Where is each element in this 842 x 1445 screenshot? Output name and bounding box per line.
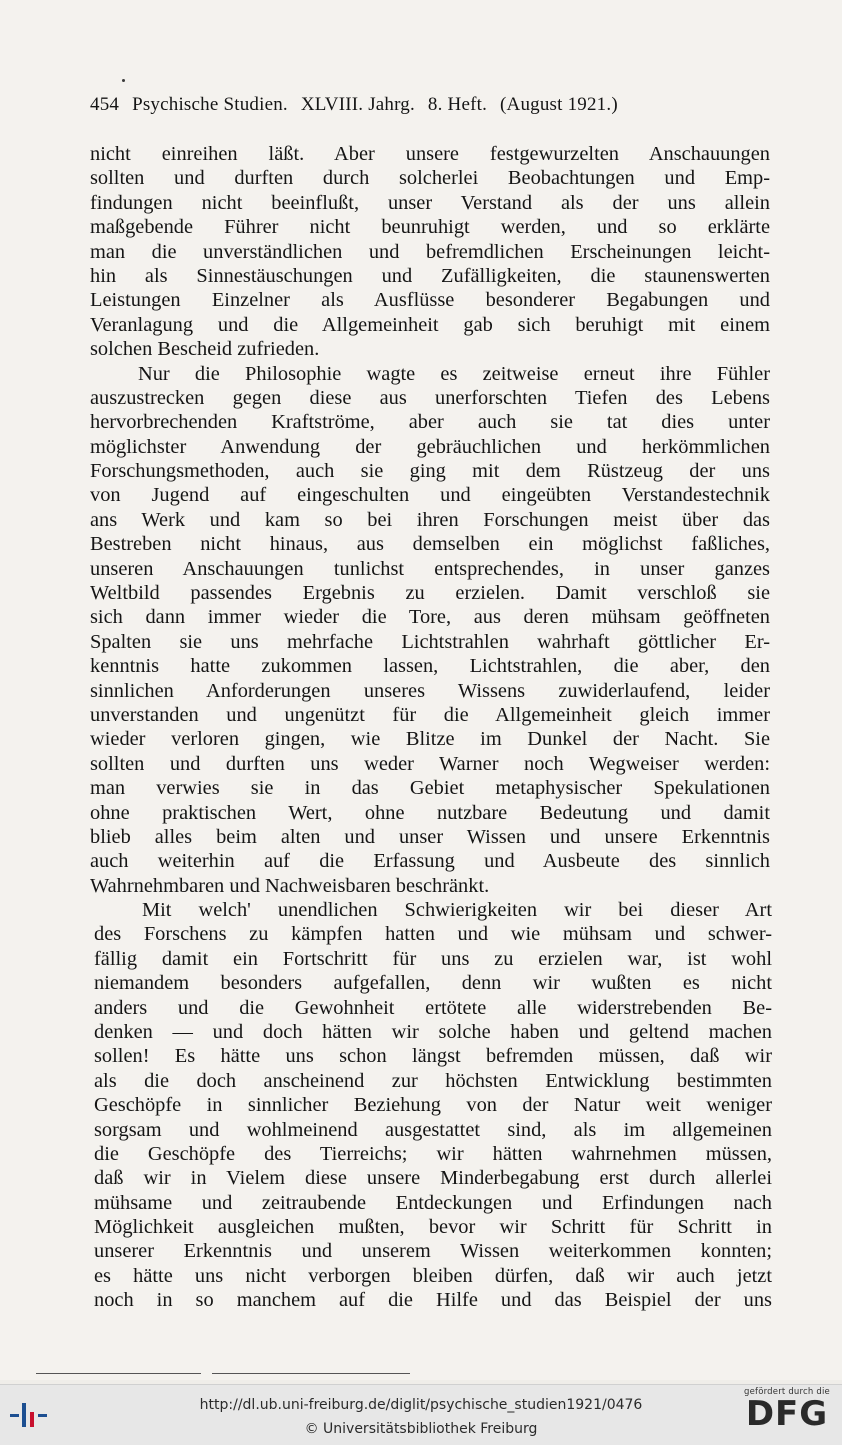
text-line: möglichster Anwendung der gebräuchlichen und herkömmlichen (90, 435, 770, 458)
source-url-link[interactable]: http://dl.ub.uni-freiburg.de/diglit/psychische_studien1921/0476 (199, 1397, 643, 1413)
text-line: von Jugend auf eingeschulten und eingeübten Verstandestechnik (90, 484, 770, 507)
text-line: hin als Sinnestäuschungen und Zufälligkeiten, die staunenswerten (90, 264, 770, 287)
text-line: niemandem besonders aufgefallen, denn wir wußten es nicht (94, 972, 772, 995)
text-line: die Geschöpfe des Tierreichs; wir hätten wahrnehmen müssen, (94, 1142, 772, 1165)
text-line: Geschöpfe in sinnlicher Beziehung von der Natur weit weniger (94, 1094, 772, 1117)
text-line: mühsame und zeitraubende Entdeckungen und Erfindungen nach (94, 1191, 772, 1214)
text-line: Veranlagung und die Allgemeinheit gab sich beruhigt mit einem (90, 313, 770, 336)
text-line: man die unverständlichen und befremdlichen Erscheinungen leicht- (90, 240, 770, 263)
journal-title: Psychische Studien. (132, 94, 288, 115)
text-line: Nur die Philosophie wagte es zeitweise erneut ihre Fühler (138, 362, 770, 385)
text-line: unserer Erkenntnis und unserem Wissen weiterkommen konnten; (94, 1240, 772, 1263)
divider (36, 1373, 201, 1374)
issue-date: (August 1921.) (500, 94, 618, 115)
text-line: maßgebende Führer nicht beunruhigt werden, und so erklärte (90, 216, 770, 239)
text-line: hervorbrechenden Kraftströme, aber auch sie tat dies unter (90, 411, 770, 434)
text-line: Möglichkeit ausgleichen mußten, bevor wir Schritt für Schritt in (94, 1216, 772, 1239)
running-head (90, 94, 720, 116)
dfg-logo (742, 1387, 832, 1441)
text-line: findungen nicht beeinflußt, unser Verstand als der uns allein (90, 191, 770, 214)
text-line: wieder verloren gingen, wie Blitze im Dunkel der Nacht. Sie (90, 728, 770, 751)
text-line: man verwies sie in das Gebiet metaphysischer Spekulationen (90, 777, 770, 800)
text-line: des Forschens zu kämpfen hatten und wie mühsam und schwer- (94, 923, 772, 946)
dfg-tagline: gefördert durch die (744, 1387, 830, 1397)
text-line: sinnlichen Anforderungen unseres Wissens zuwiderlaufend, leider (90, 679, 770, 702)
text-line: Bestreben nicht hinaus, aus demselben ein möglichst faßliches, (90, 533, 770, 556)
text-line: Forschungsmethoden, auch sie ging mit dem Rüstzeug der uns (90, 460, 770, 483)
page-number: 454 (90, 94, 120, 115)
body-text-upper (90, 142, 770, 898)
body-text-lower (94, 898, 772, 1313)
copyright-text: © Universitätsbibliothek Freiburg (304, 1421, 538, 1437)
divider (212, 1373, 410, 1374)
text-line: kenntnis hatte zukommen lassen, Lichtstrahlen, die aber, den (90, 655, 770, 678)
text-line: sollten und durften durch solcherlei Beobachtungen und Emp- (90, 167, 770, 190)
text-line: unverstanden und ungenützt für die Allgemeinheit gleich immer (90, 703, 770, 726)
text-line: Spalten sie uns mehrfache Lichtstrahlen wahrhaft göttlicher Er- (90, 630, 770, 653)
text-line: nicht einreihen läßt. Aber unsere festgewurzelten Anschauungen (90, 143, 770, 165)
dfg-wordmark: DFG (745, 1394, 829, 1434)
text-line: sollten und durften uns weder Warner noch Wegweiser werden: (90, 752, 770, 775)
text-line: Mit welch' unendlichen Schwierigkeiten wir bei dieser Art (142, 899, 772, 921)
text-line: fällig damit ein Fortschritt für uns zu erzielen war, ist wohl (94, 947, 772, 970)
text-line: ohne praktischen Wert, ohne nutzbare Bedeutung und damit (90, 801, 770, 824)
text-line: sich dann immer wieder die Tore, aus deren mühsam geöffneten (90, 606, 770, 629)
text-line: sollen! Es hätte uns schon längst befremden müssen, daß wir (94, 1045, 772, 1068)
text-line: es hätte uns nicht verborgen bleiben dürfen, daß wir auch jetzt (94, 1264, 772, 1287)
text-line: noch in so manchem auf die Hilfe und das Beispiel der uns (94, 1289, 772, 1312)
text-line: denken — und doch hätten wir solche haben und geltend machen (94, 1020, 772, 1043)
text-line: anders und die Gewohnheit ertötete alle widerstrebenden Be- (94, 996, 772, 1019)
text-line: auszustrecken gegen diese aus unerforschten Tiefen des Lebens (90, 386, 770, 409)
text-line: Leistungen Einzelner als Ausflüsse besonderer Begabungen und (90, 289, 770, 312)
volume-label: XLVIII. Jahrg. (300, 94, 415, 115)
print-speck (122, 79, 125, 82)
text-line: daß wir in Vielem diese unsere Minderbegabung erst durch allerlei (94, 1167, 772, 1190)
text-line: solchen Bescheid zufrieden. (90, 338, 320, 361)
text-line: ans Werk und kam so bei ihren Forschungen meist über das (90, 508, 770, 531)
viewer-footer (0, 1384, 842, 1445)
text-line: Wahrnehmbaren und Nachweisbaren beschränkt. (90, 874, 490, 897)
text-line: als die doch anscheinend zur höchsten Entwicklung bestimmten (94, 1069, 772, 1092)
text-line: Weltbild passendes Ergebnis zu erzielen. Damit verschloß sie (90, 582, 770, 605)
text-line: auch weiterhin auf die Erfassung und Ausbeute des sinnlich (90, 850, 770, 873)
text-line: sorgsam und wohlmeinend ausgestattet sind, als im allgemeinen (94, 1118, 772, 1141)
text-line: unseren Anschauungen tunlichst entsprechendes, in unser ganzes (90, 557, 770, 580)
bottom-rules (0, 1373, 842, 1377)
text-line: blieb alles beim alten und unser Wissen und unsere Erkenntnis (90, 825, 770, 848)
issue-label: 8. Heft. (427, 94, 488, 115)
